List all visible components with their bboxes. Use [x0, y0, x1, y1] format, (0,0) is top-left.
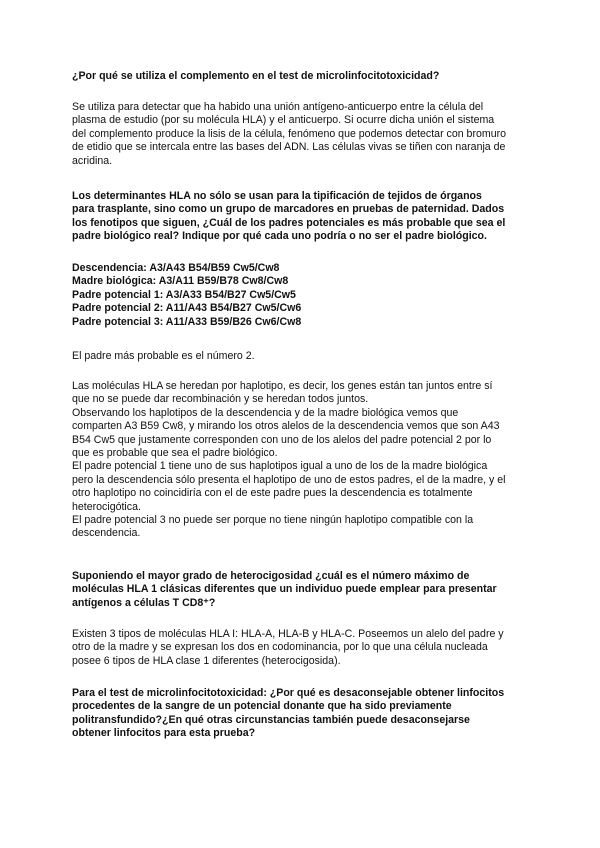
text-line: posee 6 tipos de HLA clase 1 diferentes (heterocigosida). [72, 654, 341, 667]
text-line: antígenos a células T CD8⁺? [72, 596, 216, 609]
text-line: procedentes de la sangre de un potencial donante que ha sido previamente [72, 700, 452, 713]
text-line: ¿Por qué se utiliza el complemento en el test de microlinfocitotoxicidad? [72, 70, 440, 82]
text-line: El padre potencial 3 no puede ser porque no tiene ningún haplotipo compatible con la [72, 514, 474, 527]
question-2 [72, 190, 534, 244]
phenotype-descendencia: Descendencia: A3/A43 B54/B59 Cw5/Cw8 [72, 262, 280, 274]
text-line: pero la descendencia sólo presenta el haplotipo de uno de estos padres, el de la madre, y el [72, 473, 506, 486]
text-line: del complemento produce la lisis de la célula, fenómeno que podemos detectar con bromuro [72, 127, 507, 140]
text-line: Las moléculas HLA se heredan por haplotipo, es decir, los genes están tan juntos entre sí [72, 380, 493, 392]
text-line: que no se puede dar recombinación y se heredan todos juntos. [72, 393, 369, 406]
text-line: los fenotipos que siguen, ¿Cuál de los padres potenciales es más probable que sea el [72, 216, 506, 229]
text-line: acridina. [72, 154, 113, 167]
answer-1 [72, 101, 534, 168]
text-line: Se utiliza para detectar que ha habido una unión antígeno-anticuerpo entre la célula del [72, 101, 484, 113]
text-line: Observando los haplotipos de la descendencia y de la madre biológica vemos que [72, 406, 459, 419]
text-line: heterocigótica. [72, 500, 141, 513]
text-line: comparten A3 B59 Cw8, y mirando los otros alelos de la descendencia vemos que son A43 [72, 420, 500, 433]
text-line: Suponiendo el mayor grado de heterocigosidad ¿cuál es el número máximo de [72, 570, 470, 582]
answer-3 [72, 628, 534, 668]
text-line: B54 Cw5 que justamente corresponden con uno de los alelos del padre potencial 2 por lo [72, 433, 492, 446]
phenotype-padre-1: Padre potencial 1: A3/A33 B54/B27 Cw5/Cw5 [72, 288, 296, 301]
text-line: El padre potencial 1 tiene uno de sus haplotipos igual a uno de los de la madre biológica [72, 460, 488, 473]
text-line: El padre más probable es el número 2. [72, 350, 255, 362]
text-line: plasma de estudio (por su molécula HLA) y el anticuerpo. Si ocurre dicha unión el sistema [72, 114, 495, 127]
answer-2-intro [72, 350, 534, 363]
question-3 [72, 570, 534, 610]
phenotype-madre: Madre biológica: A3/A11 B59/B78 Cw8/Cw8 [72, 275, 289, 288]
text-line: de etidio que se intercala entre las bases del ADN. Las células vivas se tiñen con naranja de [72, 141, 506, 154]
phenotype-padre-2: Padre potencial 2: A11/A43 B54/B27 Cw5/Cw6 [72, 302, 302, 315]
text-line: otro haplotipo no coincidiría con el de este padre pues la descendencia es totalmente [72, 487, 473, 500]
answer-2 [72, 380, 534, 541]
text-line: politransfundido?¿En qué otras circunstancias también puede desaconsejarse [72, 713, 470, 726]
text-line: Existen 3 tipos de moléculas HLA I: HLA-A, HLA-B y HLA-C. Poseemos un alelo del padre y [72, 628, 504, 640]
question-1 [72, 70, 534, 83]
text-line: Los determinantes HLA no sólo se usan para la tipificación de tejidos de órganos [72, 190, 482, 202]
phenotype-list [72, 262, 534, 329]
text-line: Para el test de microlinfocitotoxicidad: ¿Por qué es desaconsejable obtener linfocitos [72, 687, 505, 699]
text-line: otro de la madre y se expresan los dos en codominancia, por lo que una célula nucleada [72, 641, 488, 654]
text-line: padre biológico real? Indique por qué cada uno podría o no ser el padre biológico. [72, 230, 487, 243]
question-4 [72, 687, 534, 741]
phenotype-padre-3: Padre potencial 3: A11/A33 B59/B26 Cw6/Cw8 [72, 315, 302, 328]
text-line: para trasplante, sino como un grupo de marcadores en pruebas de paternidad. Dados [72, 203, 505, 216]
text-line: obtener linfocitos para esta prueba? [72, 727, 256, 740]
text-line: descendencia. [72, 527, 141, 540]
text-line: moléculas HLA 1 clásicas diferentes que un individuo puede emplear para presentar [72, 583, 497, 596]
text-line: que es probable que sea el padre biológico. [72, 447, 278, 460]
